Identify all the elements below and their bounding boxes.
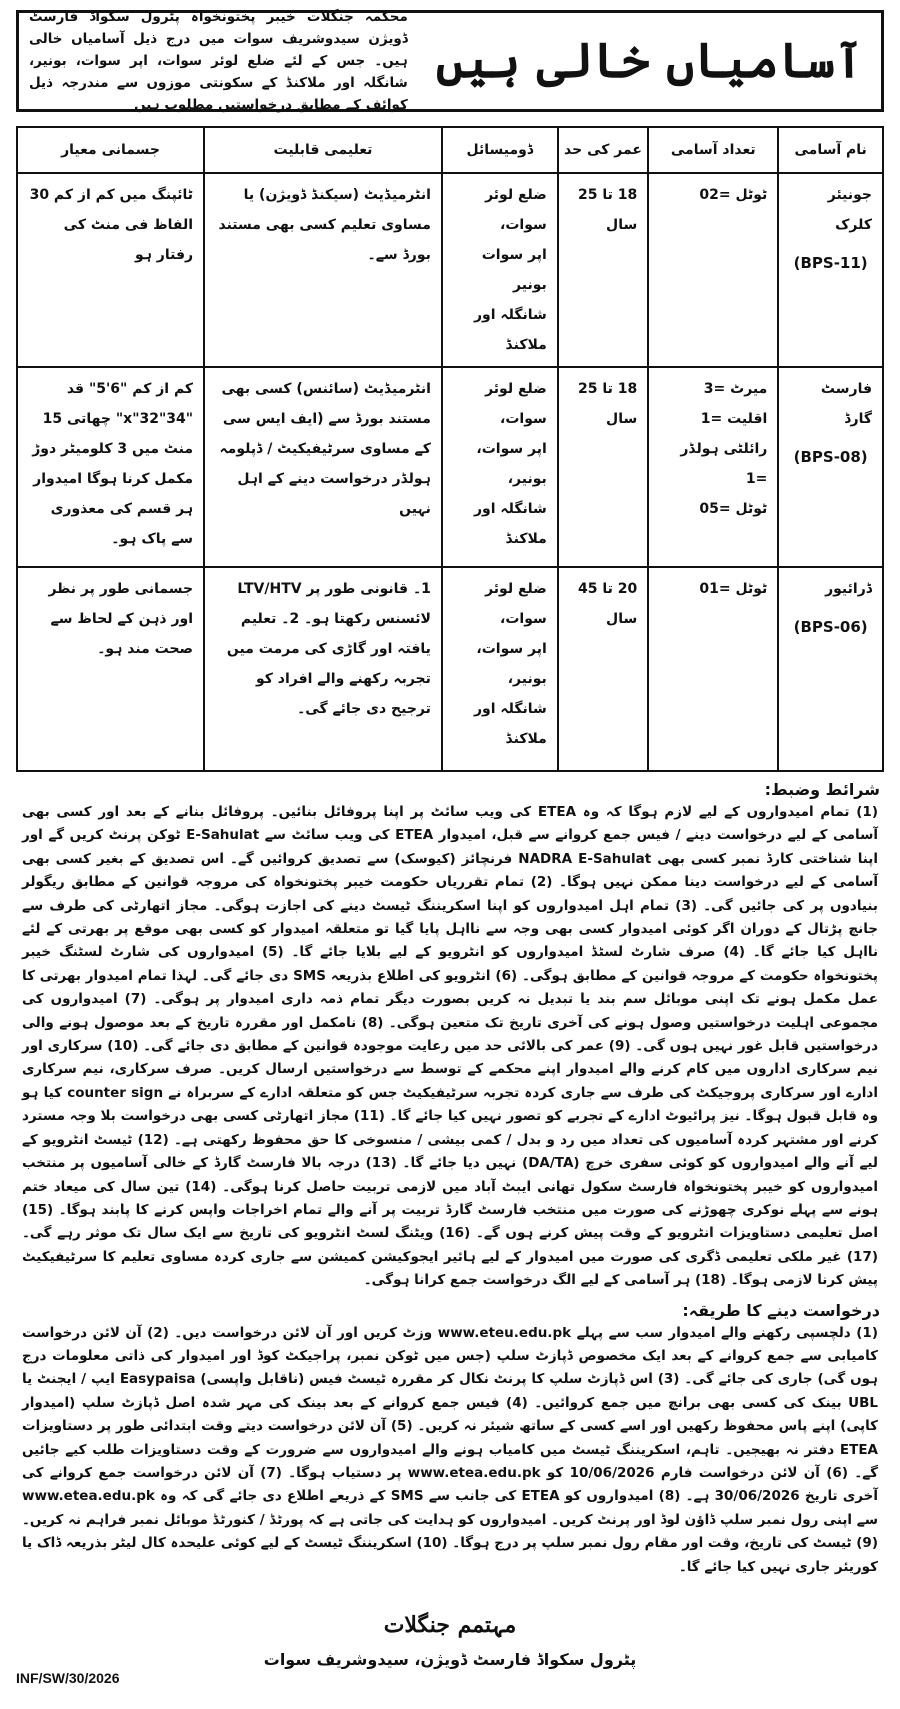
post-name: ڈرائیور: [825, 581, 872, 597]
vacancy-table: [16, 126, 884, 772]
domicile-line: شانگلہ اور ملاکنڈ: [473, 307, 547, 353]
count-line: ٹوٹل =05: [699, 501, 768, 517]
domicile-line: اپر سوات، بونیر،: [476, 441, 547, 487]
cell-count: [648, 367, 778, 567]
cell-domicile: [442, 367, 558, 567]
count-line: ٹوٹل =02: [699, 187, 768, 203]
cell-age: 18 تا 25 سال: [558, 173, 648, 367]
table-row: [17, 367, 883, 567]
domicile-line: ضلع لوئر سوات،: [485, 581, 547, 627]
header-physical: جسمانی معیار: [17, 127, 204, 173]
cell-physical: کم از کم "6'5" قد "34"x"32" چھاتی 15 منٹ میں 3 کلومیٹر دوڑ مکمل کرنا ہوگا امیدوار ہر قسم کی معذوری سے پاک ہو۔: [17, 367, 204, 567]
header-domicile: ڈومیسائل: [442, 127, 558, 173]
domicile-line: شانگلہ اور ملاکنڈ: [473, 501, 547, 547]
cell-age: 20 تا 45 سال: [558, 567, 648, 771]
apply-section: [16, 1301, 884, 1579]
cell-post: [778, 367, 883, 567]
post-bps: (BPS-08): [793, 448, 868, 466]
footer: [16, 1612, 884, 1688]
apply-text: (1) دلچسپی رکھنے والے امیدوار سب سے پہلے www.eteu.edu.pk وزٹ کریں اور آن لائن درخواست دیں۔ (2) آن لائن درخواست کامیابی سے جمع کروانے کے بعد ایک مخصوص ڈپازٹ سلپ (جس میں ٹوکن نمبر، پراجیکٹ کوڈ اور امیدوار کی ذاتی معلومات درج ہوں گی) جاری کی جائے گی۔ (3) اس ڈپازٹ سلپ کا پرنٹ نکال کر مقررہ ٹیسٹ فیس (ناقابل واپسی) Easypaisa ایپ / ایجنٹ یا UBL بینک کی کسی بھی برانچ میں جمع کروائیں۔ (4) فیس جمع کروانے کے بعد بینک کی مہر شدہ اصل ڈپازٹ سلپ (امیدوار کاپی) اپنے پاس محفوظ رکھیں اور اسے کسی کے ساتھ شیئر نہ کریں۔ (5) آن لائن درخواست دیتے وقت ابتدائی طور پر دستاویزات ETEA دفتر نہ بھیجیں۔ تاہم، اسکریننگ ٹیسٹ میں کامیاب ہونے والے امیدواروں سے ضرورت کے وقت دستاویزات طلب کیے جائیں گے۔ (6) آن لائن درخواست فارم 10/06/2026 کو www.etea.edu.pk پر دستیاب ہوگا۔ (7) آن لائن درخواست جمع کروانے کی آخری تاریخ 30/06/2026 ہے۔ (8) امیدواروں کو ETEA کی جانب سے SMS کے ذریعے اطلاع دی جائے گی کہ وہ www.etea.edu.pk سے اپنی رول نمبر سلپ ڈاؤن لوڈ اور پرنٹ کریں۔ امیدواروں کو ہدایت کی جاتی ہے کہ پورٹڈ / کنورٹڈ موبائل نمبر فراہم نہ کریں۔ (9) ٹیسٹ کی تاریخ، وقت اور مقام رول نمبر سلپ پر درج ہوگا۔ (10) اسکریننگ ٹیسٹ کے لیے کوئی علیحدہ کال لیٹر بذریعہ ڈاک یا کوریئر جاری نہیں کیا جائے گا۔: [22, 1324, 878, 1575]
cell-count: [648, 173, 778, 367]
domicile-line: اپر سوات، بونیر،: [476, 641, 547, 687]
table-header-row: [17, 127, 883, 173]
header-age: عمر کی حد: [558, 127, 648, 173]
domicile-line: ضلع لوئر سوات،: [485, 381, 547, 427]
terms-title: شرائط وضبط:: [764, 780, 880, 799]
header-count: تعداد آسامی: [648, 127, 778, 173]
domicile-line: اپر سوات بونیر: [481, 247, 547, 293]
terms-text: (1) تمام امیدواروں کے لیے لازم ہوگا کہ وہ ETEA کی ویب سائٹ پر اپنا پروفائل بنائیں۔ پروفائل بنانے کے بعد اور کسی بھی آسامی کے لیے درخواست دینے / فیس جمع کروانے سے قبل، امیدوار ETEA کی ویب سائٹ سے E-Sahulat ٹوکن پرنٹ کریں گے اور اپنا شناختی کارڈ نمبر کسی بھی NADRA E-Sahulat فرنچائز (کیوسک) سے تصدیق کروائیں گے۔ اس تصدیق کے بغیر کسی بھی آسامی کے لیے درخواست دینا ممکن نہیں ہوگا۔ (2) تمام تقرریاں حکومت خیبر پختونخواہ کی مروجہ قوانین کے مطابق ریگولر بنیادوں پر کی جائیں گی۔ (3) تمام اہل امیدواروں کو اپنا اسکریننگ ٹیسٹ دینے کی اجازت ہوگی۔ مجاز اتھارٹی کی طرف سے جانچ پڑتال کے دوران اگر کوئی امیدوار کسی بھی وجہ سے نااہل پایا گیا تو متعلقہ امیدوار کو کسی بھی موقع پر بھرتی کے لئے نااہل کیا جائے گا۔ (4) صرف شارٹ لسٹڈ امیدواروں کو انٹرویو کے لیے بلایا جائے گا۔ (5) امیدواروں کی شارٹ لسٹنگ خیبر پختونخواہ حکومت کے مروجہ قوانین کے مطابق ہوگی۔ (6) انٹرویو کی اطلاع بذریعہ SMS دی جائے گی۔ لہذا تمام امیدوار بھرتی کا عمل مکمل ہونے تک اپنی موبائل سم بند یا تبدیل نہ کریں بصورت دیگر تمام ذمہ داری امیدوار پر ہوگی۔ (7) امیدواروں کی مجموعی اہلیت درخواستیں وصول ہونے کی آخری تاریخ تک متعین ہوگی۔ (8) نامکمل اور مقررہ تاریخ کے بعد موصول ہونے والی درخواستیں قابل غور نہیں ہوں گی۔ (9) عمر کی بالائی حد میں رعایت موجودہ قوانین کے مطابق دی جائے گی۔ (10) سرکاری اور نیم سرکاری اداروں میں کام کرنے والے امیدوار اپنے محکمے کے توسط سے درخواستیں ارسال کریں۔ صرف سرکاری، نیم سرکاری ادارے اور سرکاری پروجیکٹ کی طرف سے جاری کردہ تجربہ سرٹیفیکیٹ جس کو متعلقہ ادارے کے سربراہ نے counter sign کیا ہو وہ قابل قبول ہوگا۔ نیز پرائیوٹ ادارے کے تجربے کو تصور نہیں کیا جائے گا۔ (11) مجاز اتھارٹی کسی بھی درخواست بلا وجہ مسترد کرنے اور مشتہر کردہ آسامیوں کی تعداد میں رد و بدل / کمی بیشی / منسوخی کا حق محفوظ رکھتی ہے۔ (12) ٹیسٹ انٹرویو کے لیے آنے والے امیدواروں کو کوئی سفری خرچ (DA/TA) نہیں دیا جائے گا۔ (13) درجہ بالا فارسٹ گارڈ کے خالی آسامیوں پر منتخب امیدواروں کو خیبر پختونخواہ فارسٹ سکول تھانی ایبٹ آباد میں لازمی تربیت حاصل کرنا ہوگی۔ (14) تین سال کی میعاد ختم ہونے سے پہلے نوکری چھوڑنے کی صورت میں منتخب فارسٹ گارڈ تربیت پر آنے والے تمام اخراجات واپس کرنے کا پابند ہوگا۔ (15) اصل تعلیمی دستاویزات انٹرویو کے وقت پیش کرنے ہوں گے۔ (16) ویٹنگ لسٹ انٹرویو کی تاریخ سے ایک سال تک موثر رہے گی۔ (17) غیر ملکی تعلیمی ڈگری کی صورت میں امیدوار کے لیے ہائیر ایجوکیشن کمیشن سے جاری کردہ مساوی تعلیم کا سرٹیفیکیٹ پیش کرنا لازمی ہوگا۔ (18) ہر آسامی کے لیے الگ درخواست جمع کرانا ہوگی۔: [22, 804, 879, 1289]
cell-education: انٹرمیڈیٹ (سائنس) کسی بھی مستند بورڈ سے (ایف ایس سی کے مساوی سرٹیفیکیٹ / ڈپلومہ ہولڈر درخواست دینے کے اہل نہیں: [204, 367, 442, 567]
cell-post: [778, 567, 883, 771]
count-line: میرٹ =3: [703, 381, 768, 397]
header-post: نام آسامی: [778, 127, 883, 173]
count-line: ٹوٹل =01: [699, 581, 768, 597]
count-line: اقلیت =1: [700, 411, 768, 427]
post-name: جونیئر کلرک: [827, 187, 872, 233]
domicile-line: ضلع لوئر سوات،: [485, 187, 547, 233]
domicile-line: شانگلہ اور ملاکنڈ: [473, 701, 547, 747]
post-name: فارسٹ گارڈ: [820, 381, 872, 427]
header-education: تعلیمی قابلیت: [204, 127, 442, 173]
post-bps: (BPS-06): [793, 618, 868, 636]
apply-title: درخواست دینے کا طریقہ:: [682, 1300, 880, 1320]
cell-physical: ٹائپنگ میں کم از کم 30 الفاظ فی منٹ کی رفتار ہو: [17, 173, 204, 367]
header-box: [16, 10, 884, 112]
reference-number: INF/SW/30/2026: [16, 1670, 120, 1686]
table-row: [17, 173, 883, 367]
header-intro: محکمہ جنگلات خیبر پختونخواہ پٹرول سکواڈ فارسٹ ڈویژن سیدوشریف سوات میں درج ذیل آسامیاں خالی ہیں۔ جس کے لئے ضلع لوئر سوات، اپر سوات، بونیر، شانگلہ اور ملاکنڈ کے سکونتی موزوں سے مندرجہ ذیل کوائف کے مطابق درخواستیں مطلوب ہیں: [29, 9, 408, 113]
cell-physical: جسمانی طور پر نظر اور ذہن کے لحاظ سے صحت مند ہو۔: [17, 567, 204, 771]
cell-education: انٹرمیڈیٹ (سیکنڈ ڈویژن) یا مساوی تعلیم کسی بھی مستند بورڈ سے۔: [204, 173, 442, 367]
signatory-office: پٹرول سکواڈ فارسٹ ڈویژن، سیدوشریف سوات: [263, 1650, 637, 1669]
page-title: آسامیاں خالی ہیں: [435, 33, 863, 89]
count-line: رائلٹی ہولڈر =1: [680, 441, 768, 487]
cell-domicile: [442, 567, 558, 771]
cell-domicile: [442, 173, 558, 367]
terms-section: [16, 780, 884, 1293]
cell-post: [778, 173, 883, 367]
signatory-title: مہتمم جنگلات: [383, 1612, 517, 1638]
cell-age: 18 تا 25 سال: [558, 367, 648, 567]
post-bps: (BPS-11): [793, 254, 868, 272]
cell-count: [648, 567, 778, 771]
advertisement-page: [16, 10, 884, 1688]
cell-education: 1۔ قانونی طور پر LTV/HTV لائسنس رکھتا ہو۔ 2۔ تعلیم یافتہ اور گاڑی کی مرمت میں تجربہ رکھنے والے افراد کو ترجیح دی جائے گی۔: [204, 567, 442, 771]
table-row: [17, 567, 883, 771]
